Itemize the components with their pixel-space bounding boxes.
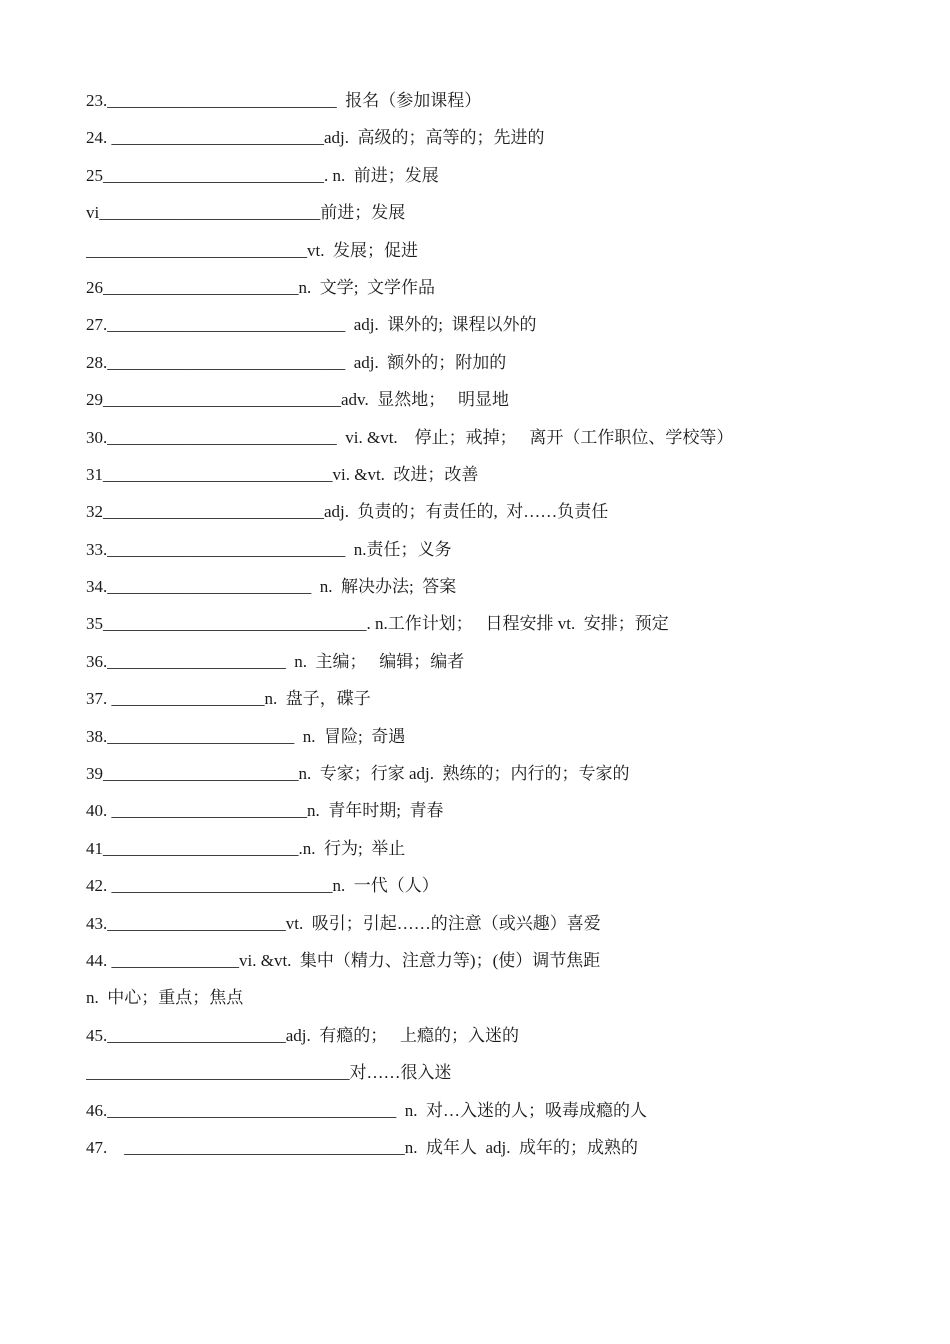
entry-line: 35_______________________________. n.工作计划； 日程安排 vt. 安排；预定 (86, 614, 669, 634)
entry-line: _______________________________对……很入迷 (86, 1063, 452, 1083)
entry-line: 42. __________________________n. 一代（人） (86, 876, 439, 896)
entry-line: 36._____________________ n. 主编； 编辑；编者 (86, 651, 465, 671)
entry-line: 23.___________________________ 报名（参加课程） (86, 91, 482, 110)
entry-line: 27.____________________________ adj. 课外的; 课程以外的 (86, 315, 537, 335)
vocabulary-worksheet (86, 88, 926, 1172)
entry-line: 46.__________________________________ n. 对…入迷的人；吸毒成瘾的人 (86, 1100, 647, 1120)
entry-line: 31___________________________vi. &vt. 改进；改善 (86, 464, 479, 484)
entry-line: vi__________________________前进；发展 (86, 203, 406, 223)
entry-line: 37. __________________n. 盘子，碟子 (86, 689, 371, 709)
entry-line: 25__________________________. n. 前进；发展 (86, 165, 439, 185)
entry-line: 41_______________________.n. 行为; 举止 (86, 838, 406, 858)
entry-line: n. 中心；重点；焦点 (86, 988, 244, 1008)
entry-line: 26_______________________n. 文学; 文学作品 (86, 277, 435, 297)
entry-line: 32__________________________adj. 负责的；有责任的, 对……负责任 (86, 502, 609, 522)
entry-line: 40. _______________________n. 青年时期; 青春 (86, 801, 444, 821)
entry-line: 24. _________________________adj. 高级的；高等的；先进的 (86, 128, 545, 148)
entry-line: 33.____________________________ n.责任；义务 (86, 539, 452, 559)
entry-line: 44. _______________vi. &vt. 集中（精力、注意力等)；(使）调节焦距 (86, 950, 601, 970)
entry-line: 34.________________________ n. 解决办法; 答案 (86, 577, 457, 597)
entry-line: 45._____________________adj. 有瘾的； 上瘾的；入迷的 (86, 1025, 520, 1045)
entry-line: 28.____________________________ adj. 额外的；附加的 (86, 352, 507, 372)
entry-line: 39_______________________n. 专家；行家 adj. 熟练的；内行的；专家的 (86, 764, 630, 784)
entry-line: 47. _________________________________n. 成年人 adj. 成年的；成熟的 (86, 1137, 639, 1157)
entry-line: 43._____________________vt. 吸引；引起……的注意（或兴趣）喜爱 (86, 913, 601, 933)
entry-line: 29____________________________adv. 显然地； 明显地 (86, 390, 509, 410)
entry-line: __________________________vt. 发展；促进 (86, 240, 418, 260)
entry-line: 30.___________________________ vi. &vt. 停止；戒掉； 离开（工作职位、学校等） (86, 427, 734, 447)
entry-line: 38.______________________ n. 冒险; 奇遇 (86, 726, 406, 746)
